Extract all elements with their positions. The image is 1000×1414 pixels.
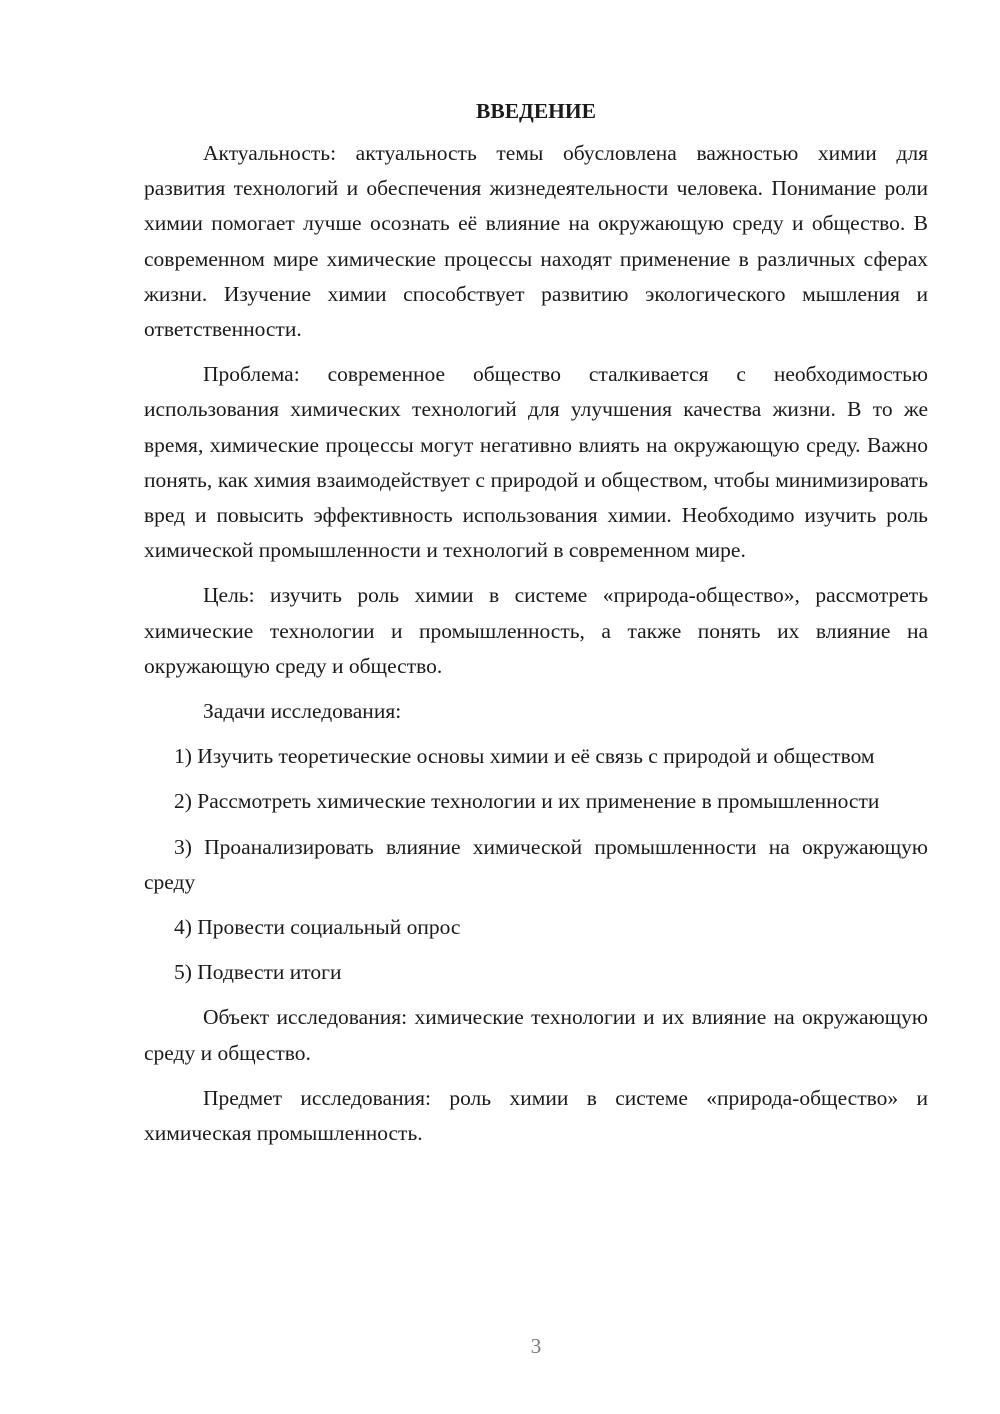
task-item-3: 3) Проанализировать влияние химической промышленности на окружающую среду: [144, 834, 928, 894]
subject-paragraph: Предмет исследования: роль химии в системе «природа-общество» и химическая промышленность.: [144, 1085, 928, 1146]
task-item-1: 1) Изучить теоретические основы химии и её связь с природой и обществом: [174, 744, 875, 769]
goal-paragraph: Цель: изучить роль химии в системе «природа-общество», рассмотреть химические технологии и промышленность, а также понять их влияние на окружающую среду и общество.: [144, 583, 928, 678]
relevance-paragraph: Актуальность: актуальность темы обусловлена важностью химии для развития технологий и обеспечения жизнедеятельности человека. Понимание роли химии помогает лучше осознать её влияние на окружающую среду и общество. В современном мире химические процессы находят применение в различных сферах жизни. Изучение химии способствует развитию экологического мышления и ответственности.: [144, 141, 928, 342]
section-title: ВВЕДЕНИЕ: [476, 99, 596, 123]
problem-paragraph: Проблема: современное общество сталкивается с необходимостью использования химических технологий для улучшения качества жизни. В то же время, химические процессы могут негативно влиять на окружающую среду. Важно понять, как химия взаимодействует с природой и обществом, чтобы минимизировать вред и повысить эффективность использования химии. Необходимо изучить роль химической промышленности и технологий в современном мире.: [144, 362, 928, 563]
task-item-2: 2) Рассмотреть химические технологии и их применение в промышленности: [174, 789, 880, 814]
task-item-5: 5) Подвести итоги: [174, 960, 342, 985]
object-paragraph: Объект исследования: химические технологии и их влияние на окружающую среду и общество.: [144, 1005, 928, 1065]
page-number: 3: [530, 1334, 542, 1358]
page-content: [144, 94, 928, 1161]
task-item-4: 4) Провести социальный опрос: [174, 915, 461, 940]
tasks-heading: Задачи исследования:: [203, 699, 402, 724]
